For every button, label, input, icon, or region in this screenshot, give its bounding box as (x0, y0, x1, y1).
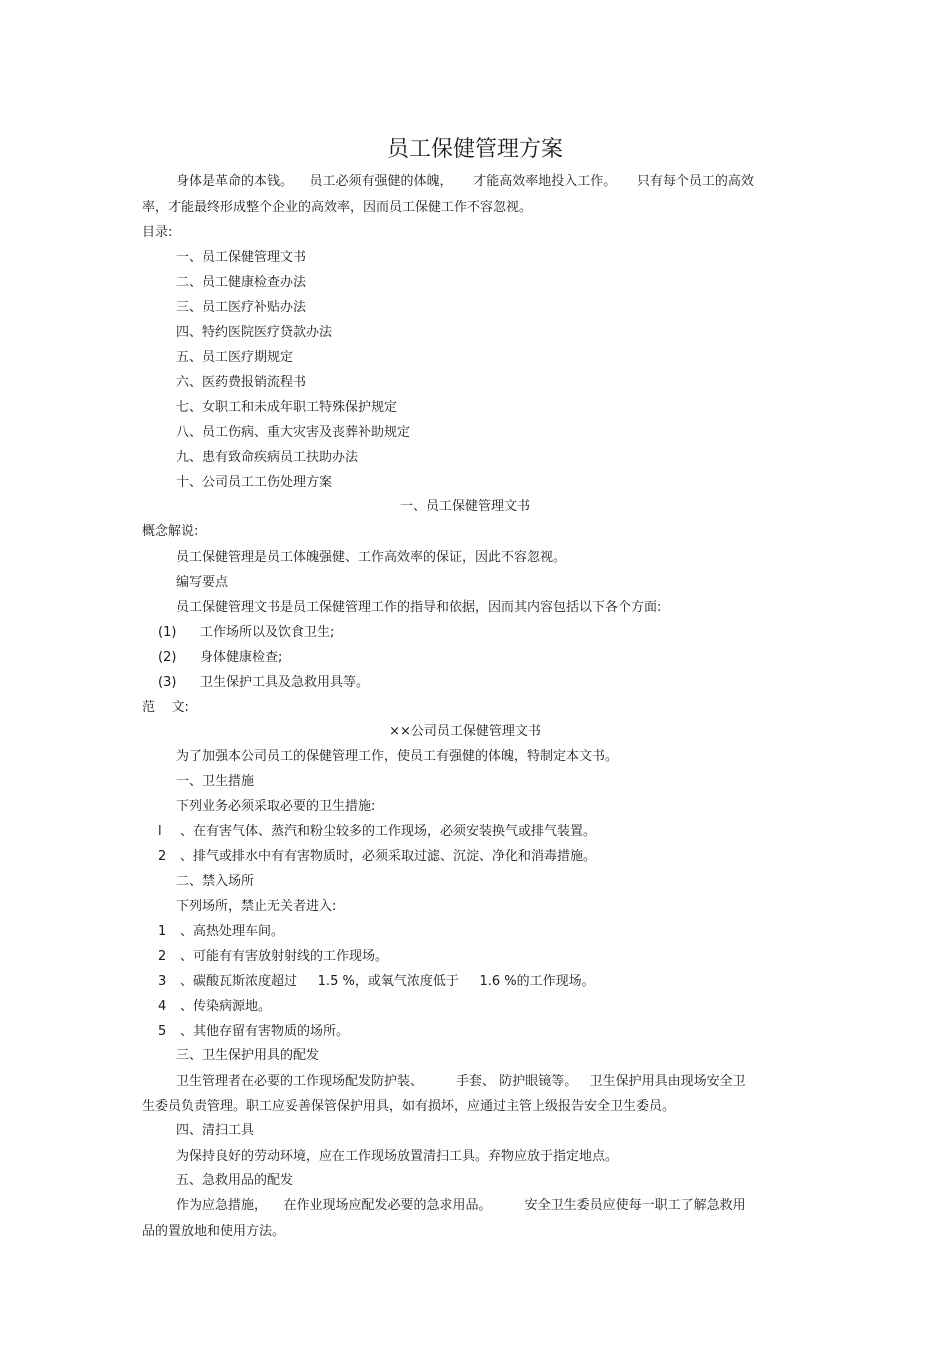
point-number: (2) (158, 650, 177, 665)
paragraph-line: 为保持良好的劳动环境，应在工作现场放置清扫工具。弃物应放于指定地点。 (176, 1149, 619, 1164)
subsection-heading: 一、卫生措施 (176, 774, 255, 789)
toc-item: 十、公司员工工伤处理方案 (176, 475, 333, 490)
subsection-lead: 下列场所，禁止无关者进入: (176, 899, 337, 914)
section-heading: 一、员工保健管理文书 (399, 499, 530, 514)
subsection-heading: 二、禁入场所 (176, 874, 255, 889)
item-text: 、其他存留有害物质的场所。 (180, 1024, 350, 1039)
point-number: (1) (158, 625, 177, 640)
toc-item: 八、员工伤病、重大灾害及丧葬补助规定 (176, 425, 411, 440)
subsection-lead: 下列业务必须采取必要的卫生措施: (176, 799, 376, 814)
paragraph-line: 生委员负责管理。职工应妥善保管保护用具，如有损坏，应通过主管上级报告安全卫生委员。 (142, 1099, 676, 1114)
key-points-label: 编写要点 (176, 575, 229, 590)
item-number: 2 (158, 949, 167, 964)
toc-item: 七、女职工和未成年职工特殊保护规定 (176, 400, 398, 415)
item-text: 、碳酸瓦斯浓度超过 1.5 %，或氧气浓度低于 1.6 %的工作现场。 (180, 974, 595, 989)
paragraph-line: 品的置放地和使用方法。 (142, 1224, 286, 1239)
item-number: 2 (158, 849, 167, 864)
toc-item: 六、医药费报销流程书 (176, 375, 307, 390)
toc-item: 四、特约医院医疗贷款办法 (176, 325, 333, 340)
point-text: 身体健康检查; (200, 650, 283, 665)
item-text: 、传染病源地。 (180, 999, 272, 1014)
sample-intro: 为了加强本公司员工的保健管理工作，使员工有强健的体魄，特制定本文书。 (176, 749, 619, 764)
item-number: l (158, 824, 162, 839)
paragraph-line: 卫生管理者在必要的工作现场配发防护装、 手套、 防护眼镜等。 卫生保护用具由现场安全卫 (176, 1074, 746, 1089)
item-number: 5 (158, 1024, 167, 1039)
document-title: 员工保健管理方案 (386, 137, 563, 162)
item-number: 1 (158, 924, 167, 939)
sample-label: 范 文: (142, 700, 189, 715)
intro-line-1: 身体是革命的本钱。 员工必须有强健的体魄， 才能高效率地投入工作。 只有每个员工的高效 (176, 174, 754, 189)
point-number: (3) (158, 675, 177, 690)
toc-item: 一、员工保健管理文书 (176, 250, 307, 265)
toc-item: 九、患有致命疾病员工扶助办法 (176, 450, 359, 465)
concept-text: 员工保健管理是员工体魄强健、工作高效率的保证，因此不容忽视。 (176, 550, 567, 565)
toc-item: 五、员工医疗期规定 (176, 350, 294, 365)
item-number: 4 (158, 999, 167, 1014)
concept-label: 概念解说: (142, 524, 199, 539)
toc-label: 目录: (142, 225, 173, 240)
item-text: 、可能有有害放射射线的工作现场。 (180, 949, 389, 964)
item-number: 3 (158, 974, 167, 989)
toc-item: 二、员工健康检查办法 (176, 275, 307, 290)
point-text: 工作场所以及饮食卫生; (200, 625, 335, 640)
subsection-heading: 四、清扫工具 (176, 1123, 255, 1138)
subsection-heading: 三、卫生保护用具的配发 (176, 1048, 320, 1063)
item-text: 、在有害气体、蒸汽和粉尘较多的工作现场，必须安装换气或排气装置。 (180, 824, 597, 839)
item-text: 、高热处理车间。 (180, 924, 285, 939)
toc-item: 三、员工医疗补贴办法 (176, 300, 307, 315)
sample-title: ××公司员工保健管理文书 (389, 724, 541, 739)
point-text: 卫生保护工具及急救用具等。 (200, 675, 370, 690)
key-points-text: 员工保健管理文书是员工保健管理工作的指导和依据，因而其内容包括以下各个方面: (176, 600, 662, 615)
intro-line-2: 率，才能最终形成整个企业的高效率，因而员工保健工作不容忽视。 (142, 200, 533, 215)
subsection-heading: 五、急救用品的配发 (176, 1173, 294, 1188)
paragraph-line: 作为应急措施， 在作业现场应配发必要的急求用品。 安全卫生委员应使每一职工了解急救用 (176, 1198, 746, 1213)
item-text: 、排气或排水中有有害物质时，必须采取过滤、沉淀、净化和消毒措施。 (180, 849, 597, 864)
